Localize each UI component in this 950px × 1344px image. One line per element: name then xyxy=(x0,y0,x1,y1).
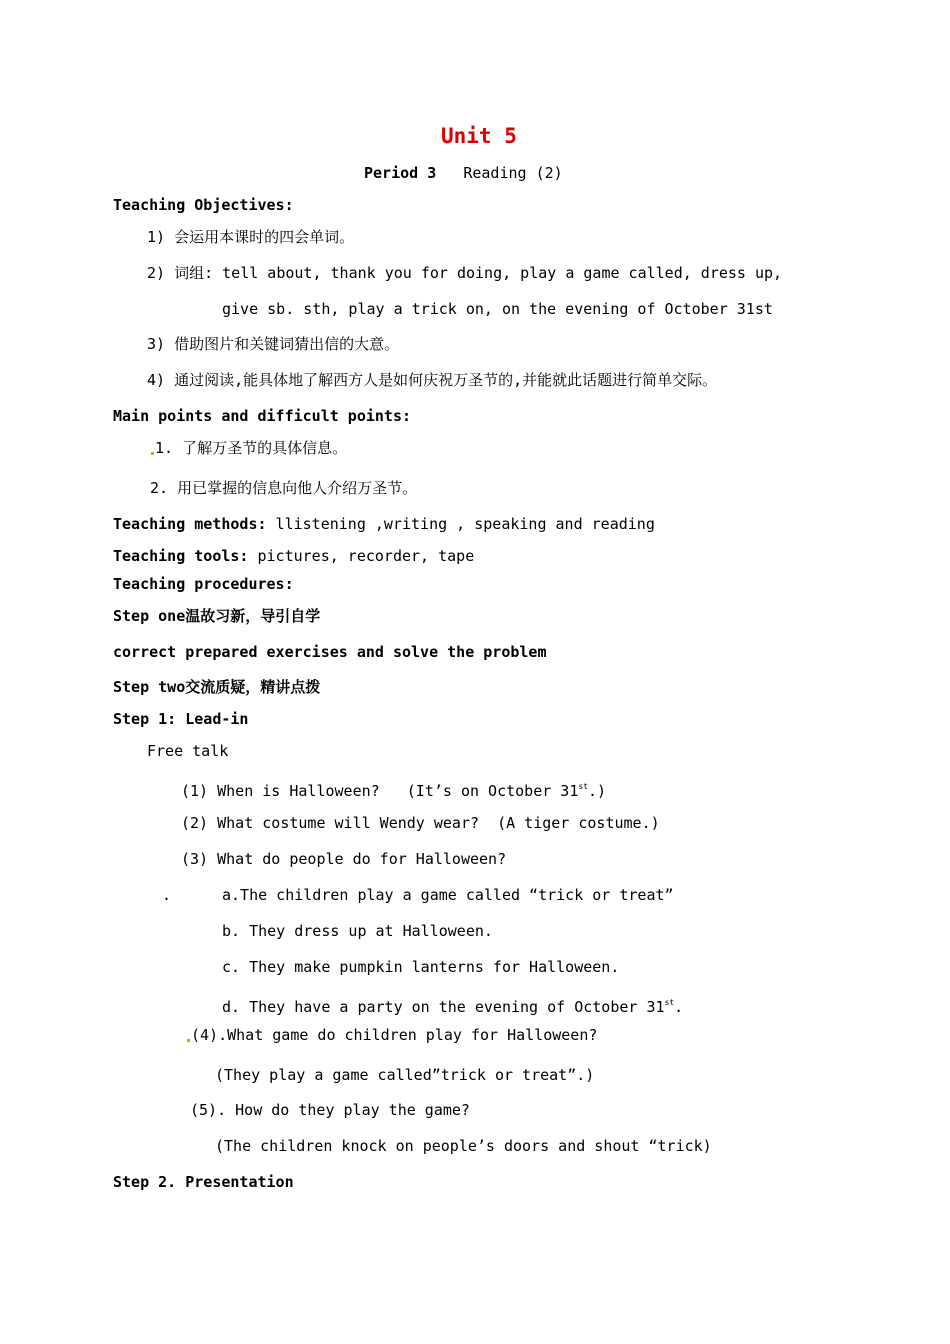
tools-value: pictures, recorder, tape xyxy=(257,547,475,565)
objective-item: 3) 借助图片和关键词猜出信的大意。 xyxy=(147,335,400,353)
answer-5: (The children knock on people’s doors and shout “trick) xyxy=(215,1137,712,1155)
mark-dot xyxy=(151,452,154,455)
answer-4: (They play a game called”trick or treat”.) xyxy=(215,1066,595,1084)
step1-heading: Step 1: Lead-in xyxy=(113,710,249,728)
question-3: (3) What do people do for Halloween? xyxy=(181,850,507,868)
answer-d: d. They have a party on the evening of October 31st. xyxy=(222,998,684,1016)
methods-label: Teaching methods: xyxy=(113,515,267,533)
period-label: Period 3 xyxy=(364,164,437,182)
step-one-task: correct prepared exercises and solve the problem xyxy=(113,643,547,661)
step-two-heading: Step two交流质疑，精讲点拨 xyxy=(113,678,321,696)
step2-heading: Step 2. Presentation xyxy=(113,1173,294,1191)
period-heading xyxy=(364,163,563,183)
objective-item: 4) 通过阅读,能具体地了解西方人是如何庆祝万圣节的,并能就此话题进行简单交际。 xyxy=(147,371,718,389)
question-2: (2) What costume will Wendy wear? (A tiger costume.) xyxy=(181,814,660,832)
question-1: (1) When is Halloween? (It’s on October 31st.) xyxy=(181,782,607,800)
answer-a: a.The children play a game called “trick or treat” xyxy=(222,886,674,904)
objective-item: 2) 词组: tell about, thank you for doing, play a game called, dress up, xyxy=(147,264,783,282)
question-5: (5). How do they play the game? xyxy=(190,1101,470,1119)
methods-line xyxy=(113,514,655,534)
tools-label: Teaching tools: xyxy=(113,547,249,565)
question-4: (4).What game do children play for Halloween? xyxy=(186,1025,597,1045)
free-talk-label: Free talk xyxy=(147,742,229,760)
point-item: 1. 了解万圣节的具体信息。 xyxy=(150,438,347,458)
objective-item: 1) 会运用本课时的四会单词。 xyxy=(147,228,355,246)
page-title: Unit 5 xyxy=(441,124,517,148)
step-one-heading: Step one温故习新，导引自学 xyxy=(113,607,321,625)
objectives-heading: Teaching Objectives: xyxy=(113,196,294,214)
points-heading: Main points and difficult points: xyxy=(113,407,412,425)
procedures-heading: Teaching procedures: xyxy=(113,575,294,593)
answer-b: b. They dress up at Halloween. xyxy=(222,922,493,940)
point-item: 2. 用已掌握的信息向他人介绍万圣节。 xyxy=(150,479,418,497)
mark-dot xyxy=(187,1039,190,1042)
objective-item: give sb. sth, play a trick on, on the evening of October 31st xyxy=(222,300,773,318)
tools-line xyxy=(113,546,474,566)
answer-c: c. They make pumpkin lanterns for Halloween. xyxy=(222,958,620,976)
methods-value: llistening ,writing , speaking and reading xyxy=(275,515,655,533)
period-topic: Reading (2) xyxy=(463,164,563,182)
bullet-mark: . xyxy=(162,886,172,904)
